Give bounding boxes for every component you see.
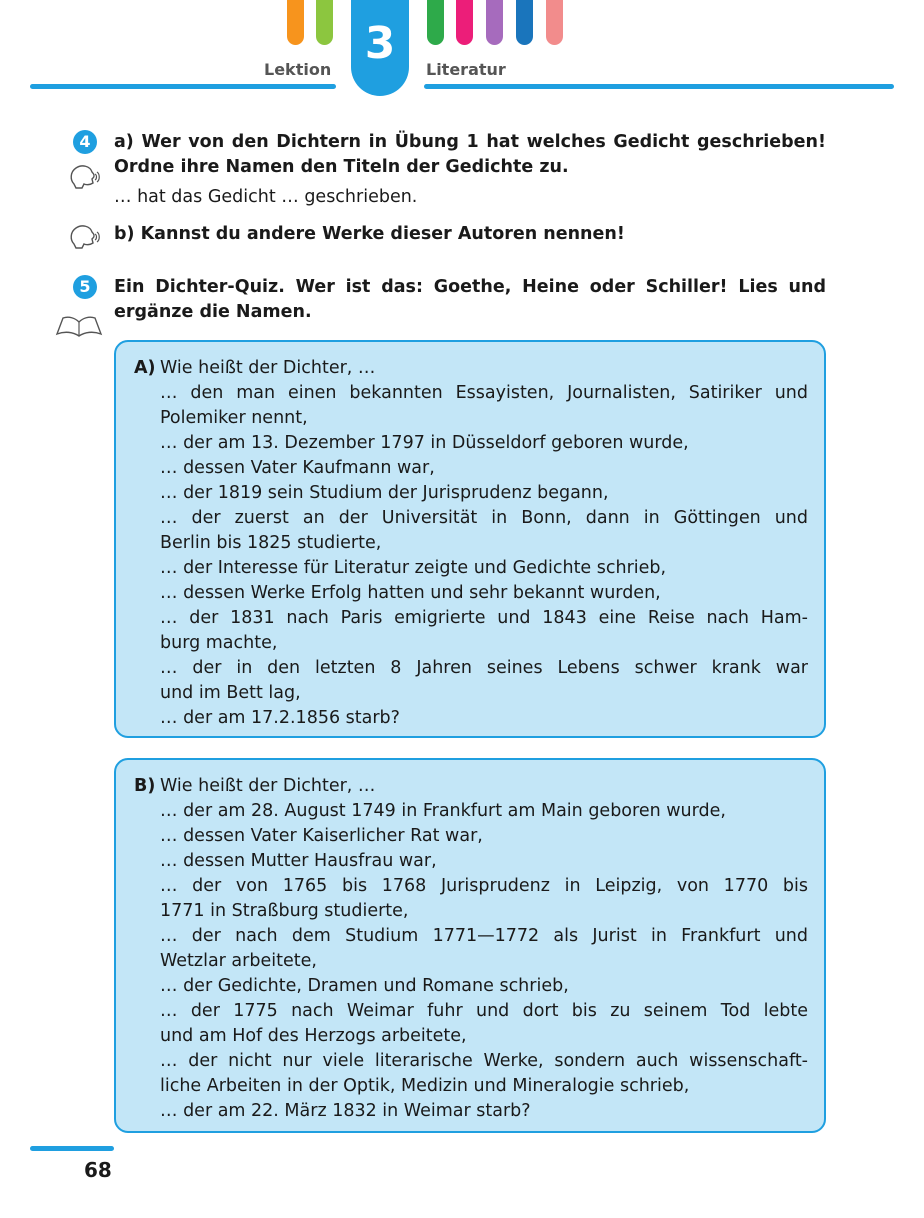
box-b-line: liche Arbeiten in der Optik, Medizin und Mineralogie schrieb, bbox=[160, 1076, 690, 1096]
color-tab bbox=[316, 0, 333, 45]
box-a-line: … der Interesse für Literatur zeigte und Gedichte schrieb, bbox=[160, 558, 667, 578]
task-5-number: 5 bbox=[73, 275, 97, 299]
box-b-letter: B) bbox=[134, 776, 156, 796]
box-a-line: … der in den letzten 8 Jahren seines Lebens schwer krank war bbox=[160, 658, 808, 678]
box-a-line: Polemiker nennt, bbox=[160, 408, 308, 428]
topic-label: Literatur bbox=[426, 60, 506, 79]
box-a-line: burg machte, bbox=[160, 633, 278, 653]
speaking-head-icon bbox=[68, 162, 104, 190]
box-a-line: … der 1831 nach Paris emigrierte und 1843 eine Reise nach Ham- bbox=[160, 608, 808, 628]
box-b-line: Wie heißt der Dichter, … bbox=[160, 776, 376, 796]
box-b-line: … der von 1765 bis 1768 Jurisprudenz in Leipzig, von 1770 bis bbox=[160, 876, 808, 896]
color-tab bbox=[456, 0, 473, 45]
box-a-text bbox=[160, 356, 808, 731]
task-4a-line-3: … hat das Gedicht … geschrieben. bbox=[114, 187, 418, 207]
box-b-line: … der nicht nur viele literarische Werke, sondern auch wissenschaft- bbox=[160, 1051, 808, 1071]
box-b-line: … dessen Vater Kaiserlicher Rat war, bbox=[160, 826, 483, 846]
box-b-text bbox=[160, 774, 808, 1124]
footer-rule bbox=[30, 1146, 114, 1151]
box-b-line: und am Hof des Herzogs arbeitete, bbox=[160, 1026, 467, 1046]
box-a-line: … der am 17.2.1856 starb? bbox=[160, 708, 400, 728]
open-book-icon bbox=[55, 308, 103, 338]
box-a-letter: A) bbox=[134, 358, 156, 378]
color-tab bbox=[516, 0, 533, 45]
speaking-head-icon bbox=[68, 222, 104, 250]
chapter-number: 3 bbox=[351, 0, 409, 96]
box-a-line: und im Bett lag, bbox=[160, 683, 301, 703]
box-a-line: … der zuerst an der Universität in Bonn, dann in Göttingen und bbox=[160, 508, 808, 528]
task-4-number: 4 bbox=[73, 130, 97, 154]
box-a-line: … dessen Vater Kaufmann war, bbox=[160, 458, 435, 478]
task-4a-line-1: a) Wer von den Dichtern in Übung 1 hat welches Gedicht geschrieben! bbox=[114, 132, 826, 152]
task-5-line-1: Ein Dichter-Quiz. Wer ist das: Goethe, Heine oder Schiller! Lies und bbox=[114, 277, 826, 297]
box-a-line: … der 1819 sein Studium der Jurisprudenz begann, bbox=[160, 483, 609, 503]
box-a-line: … der am 13. Dezember 1797 in Düsseldorf geboren wurde, bbox=[160, 433, 689, 453]
box-b-line: … der am 22. März 1832 in Weimar starb? bbox=[160, 1101, 531, 1121]
page-number: 68 bbox=[84, 1158, 112, 1182]
color-tab bbox=[427, 0, 444, 45]
task-5-line-2: ergänze die Namen. bbox=[114, 302, 312, 322]
quiz-box-a bbox=[114, 340, 826, 738]
lektion-label: Lektion bbox=[264, 60, 332, 79]
box-a-line: Wie heißt der Dichter, … bbox=[160, 358, 376, 378]
box-b-line: … der nach dem Studium 1771—1772 als Jurist in Frankfurt und bbox=[160, 926, 808, 946]
task-4a-line-2: Ordne ihre Namen den Titeln der Gedichte zu. bbox=[114, 157, 569, 177]
color-tab bbox=[546, 0, 563, 45]
box-b-line: Wetzlar arbeitete, bbox=[160, 951, 317, 971]
task-4b-line: b) Kannst du andere Werke dieser Autoren nennen! bbox=[114, 224, 625, 244]
box-b-line: … der 1775 nach Weimar fuhr und dort bis zu seinem Tod lebte bbox=[160, 1001, 808, 1021]
box-b-line: … der Gedichte, Dramen und Romane schrieb, bbox=[160, 976, 569, 996]
box-b-line: 1771 in Straßburg studierte, bbox=[160, 901, 409, 921]
box-b-line: … dessen Mutter Hausfrau war, bbox=[160, 851, 437, 871]
color-tab bbox=[486, 0, 503, 45]
header-rule-right bbox=[424, 84, 894, 89]
color-tab bbox=[287, 0, 304, 45]
box-a-line: … den man einen bekannten Essayisten, Journalisten, Satiriker und bbox=[160, 383, 808, 403]
header-rule-left bbox=[30, 84, 336, 89]
quiz-box-b bbox=[114, 758, 826, 1133]
box-a-line: Berlin bis 1825 studierte, bbox=[160, 533, 382, 553]
box-a-line: … dessen Werke Erfolg hatten und sehr bekannt wurden, bbox=[160, 583, 661, 603]
box-b-line: … der am 28. August 1749 in Frankfurt am Main geboren wurde, bbox=[160, 801, 726, 821]
